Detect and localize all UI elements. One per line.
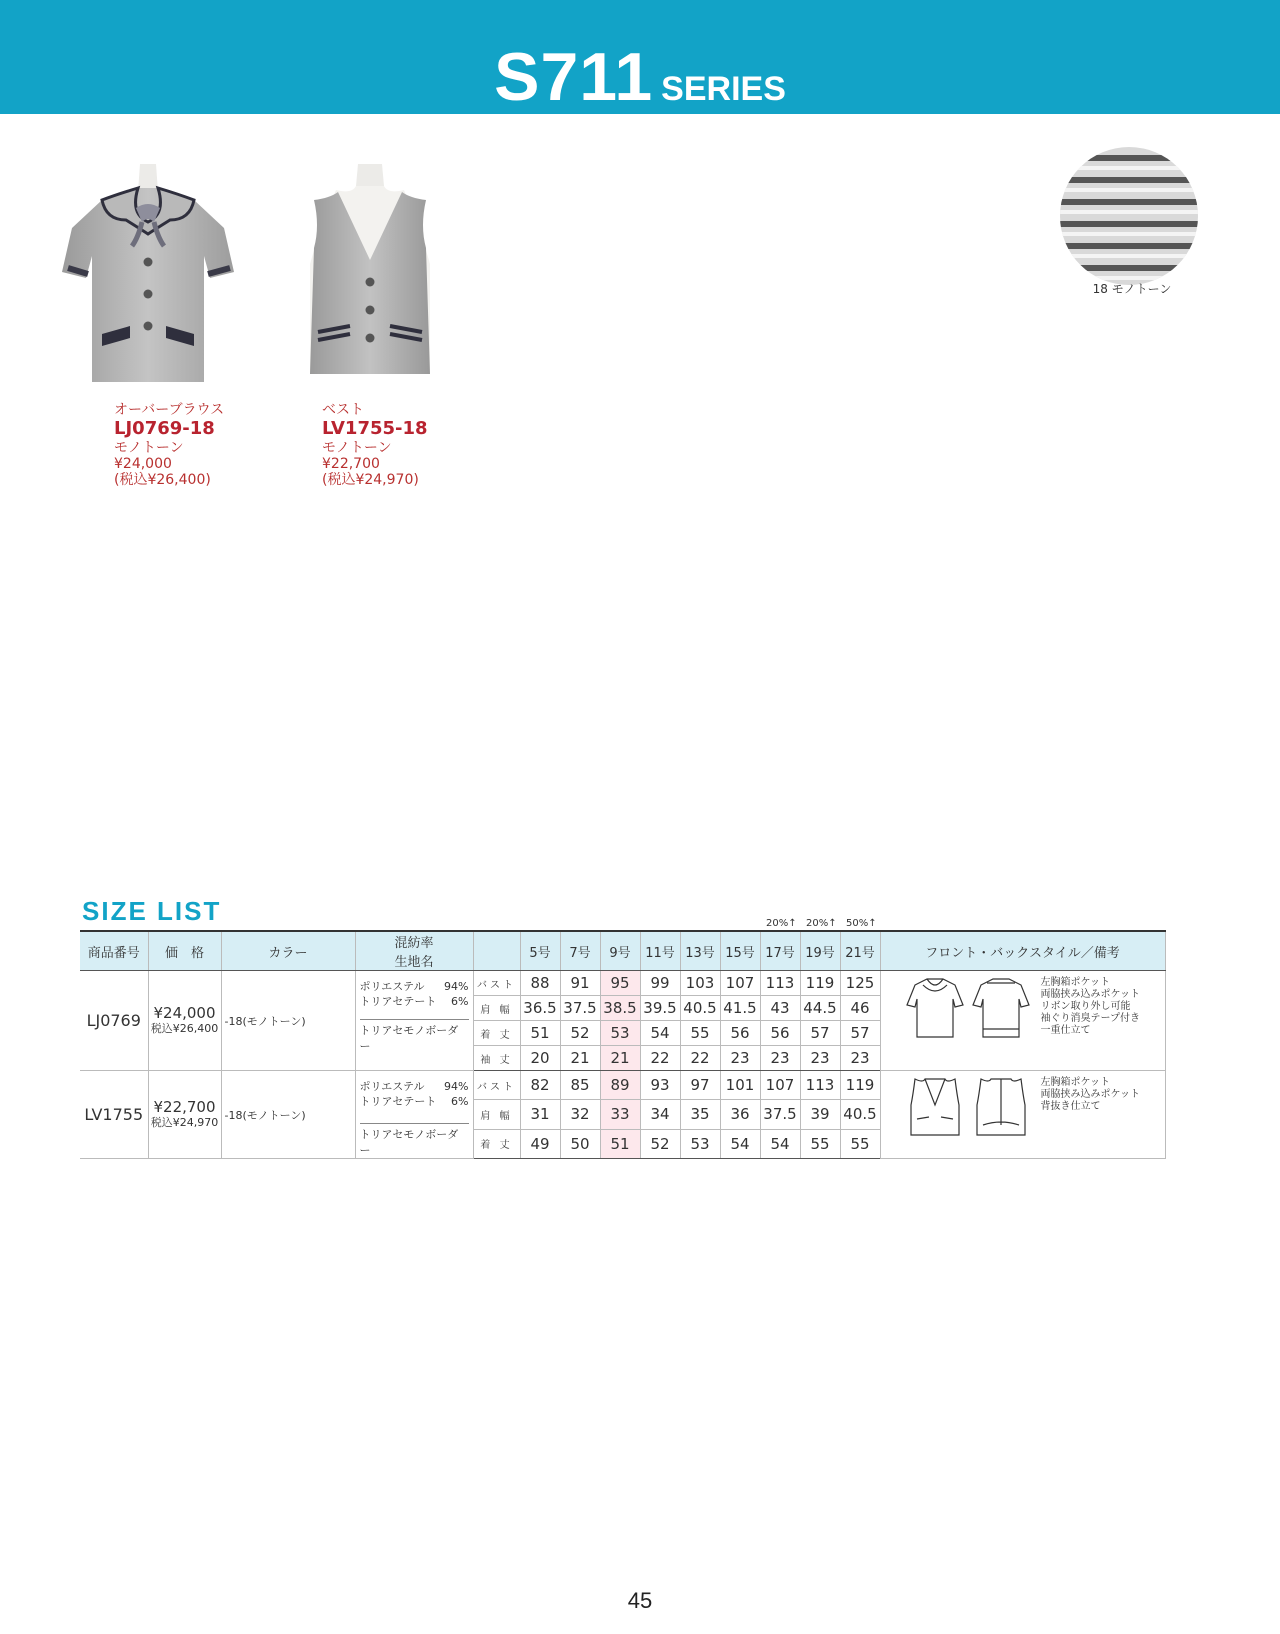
- fabric-name: トリアセモノボーダー: [359, 1024, 459, 1053]
- product-kind: オーバーブラウス: [114, 402, 225, 418]
- header-fabric: 生地名: [394, 955, 434, 970]
- style-note: 左胸箱ポケット: [1040, 1077, 1110, 1088]
- size-value: 39: [800, 1100, 840, 1129]
- item-mix: [355, 1071, 473, 1159]
- swatch-stripe: [1060, 254, 1198, 258]
- series-header: [0, 0, 1280, 114]
- size-value: 113: [800, 1071, 840, 1100]
- size-value: 56: [720, 1021, 760, 1046]
- style-cell: [880, 971, 1165, 1071]
- swatch-stripe: [1060, 199, 1198, 205]
- swatch-stripe: [1060, 188, 1198, 192]
- header-size: 11号: [640, 931, 680, 971]
- size-value: 95: [600, 971, 640, 996]
- mix-line: [360, 1079, 469, 1094]
- size-value: 51: [520, 1021, 560, 1046]
- size-value: 46: [840, 996, 880, 1021]
- size-value: 93: [640, 1071, 680, 1100]
- size-value: 41.5: [720, 996, 760, 1021]
- size-value: 54: [760, 1129, 800, 1158]
- size-value: 22: [640, 1046, 680, 1071]
- table-row: [80, 971, 1165, 996]
- mix-percent: 94%: [444, 1080, 469, 1093]
- style-note: 両脇挟み込みポケット: [1040, 989, 1140, 1000]
- item-price: ¥24,000: [153, 1003, 216, 1022]
- mix-material: ポリエステル: [359, 980, 425, 993]
- size-value: 51: [600, 1129, 640, 1158]
- size-value: 50: [560, 1129, 600, 1158]
- measure-label: バスト: [473, 1071, 520, 1100]
- sketch-line: [983, 1079, 1019, 1125]
- vest-sketch-icon: [903, 1075, 1033, 1139]
- product-code: LJ0769-18: [114, 418, 215, 439]
- vest-icon: [300, 164, 440, 394]
- style-note: 袖ぐり消臭テープ付き: [1040, 1013, 1140, 1024]
- mix-percent: 94%: [444, 980, 469, 993]
- header-mix: [355, 931, 473, 971]
- size-value: 37.5: [560, 996, 600, 1021]
- size-value: 99: [640, 971, 680, 996]
- size-value: 20: [520, 1046, 560, 1071]
- product-caption-lj0769: [114, 402, 224, 488]
- header-code: 商品番号: [80, 931, 148, 971]
- swatch-stripe: [1060, 232, 1198, 236]
- item-price: ¥22,700: [153, 1097, 216, 1116]
- sketch-line: [911, 1079, 959, 1135]
- measure-label: 肩 幅: [473, 996, 520, 1021]
- measure-label: 着 丈: [473, 1129, 520, 1158]
- sketch-line: [973, 979, 1029, 1037]
- size-value: 43: [760, 996, 800, 1021]
- size-value: 91: [560, 971, 600, 996]
- style-note: 背抜き仕立て: [1040, 1101, 1101, 1112]
- blouse-icon: [58, 164, 238, 394]
- size-list-title: SIZE LIST: [82, 896, 222, 926]
- size-value: 34: [640, 1100, 680, 1129]
- page-number: 45: [627, 1588, 653, 1613]
- style-note: 一重仕立て: [1040, 1025, 1091, 1036]
- percent-mark: 20%↑: [766, 918, 797, 929]
- measure-label: 肩 幅: [473, 1100, 520, 1129]
- size-value: 52: [560, 1021, 600, 1046]
- series-code: S711: [494, 39, 654, 115]
- size-value: 55: [680, 1021, 720, 1046]
- size-value: 55: [800, 1129, 840, 1158]
- product-price: ¥22,700: [322, 456, 380, 472]
- percent-mark: 20%↑: [806, 918, 837, 929]
- swatch-stripe: [1060, 221, 1198, 227]
- size-value: 113: [760, 971, 800, 996]
- header-color: カラー: [221, 931, 355, 971]
- size-value: 57: [800, 1021, 840, 1046]
- product-caption-lv1755: [322, 402, 428, 488]
- header-size: 9号: [600, 931, 640, 971]
- style-notes: [1041, 977, 1141, 1037]
- size-value: 52: [640, 1129, 680, 1158]
- size-value: 23: [760, 1046, 800, 1071]
- item-code: LJ0769: [80, 971, 148, 1071]
- item-mix: [355, 971, 473, 1071]
- series-word: SERIES: [661, 70, 786, 108]
- header-mix-rate: 混紡率: [394, 936, 434, 951]
- fabric-swatch-icon: [1060, 147, 1198, 285]
- size-value: 119: [800, 971, 840, 996]
- style-cell: [880, 1071, 1165, 1159]
- size-value: 36: [720, 1100, 760, 1129]
- header-size: 21号: [840, 931, 880, 971]
- size-value: 57: [840, 1021, 880, 1046]
- size-value: 38.5: [600, 996, 640, 1021]
- item-color: -18(モノトーン): [221, 971, 355, 1071]
- size-value: 107: [720, 971, 760, 996]
- mix-material: ポリエステル: [359, 1080, 425, 1093]
- product-code: LV1755-18: [322, 418, 428, 439]
- size-value: 32: [560, 1100, 600, 1129]
- header-size: 19号: [800, 931, 840, 971]
- mix-line: [360, 994, 469, 1009]
- style-note: リボン取り外し可能: [1040, 1001, 1131, 1012]
- header-size: 15号: [720, 931, 760, 971]
- size-value: 56: [760, 1021, 800, 1046]
- item-price-tax: 税込¥26,400: [150, 1021, 219, 1035]
- sketch-line: [917, 1079, 953, 1119]
- size-value: 53: [600, 1021, 640, 1046]
- size-value: 23: [840, 1046, 880, 1071]
- size-value: 103: [680, 971, 720, 996]
- mix-material: トリアセテート: [359, 995, 437, 1008]
- size-value: 82: [520, 1071, 560, 1100]
- mix-divider: [360, 1123, 469, 1124]
- size-value: 54: [640, 1021, 680, 1046]
- header-size: 17号: [760, 931, 800, 971]
- sketch-line: [923, 979, 947, 991]
- mix-percent: 6%: [451, 1095, 469, 1108]
- size-value: 37.5: [760, 1100, 800, 1129]
- size-value: 36.5: [520, 996, 560, 1021]
- swatch-label: 18 モノトーン: [1092, 282, 1172, 296]
- size-table-header: [80, 931, 1165, 971]
- style-note: 左胸箱ポケット: [1040, 977, 1110, 988]
- size-value: 33: [600, 1100, 640, 1129]
- product-price-tax: (税込¥26,400): [114, 472, 211, 488]
- size-value: 54: [720, 1129, 760, 1158]
- size-value: 125: [840, 971, 880, 996]
- item-price-cell: [148, 971, 221, 1071]
- size-value: 23: [720, 1046, 760, 1071]
- swatch-stripe: [1060, 210, 1198, 214]
- product-price: ¥24,000: [114, 456, 172, 472]
- item-color: -18(モノトーン): [221, 1071, 355, 1159]
- measure-label: 着 丈: [473, 1021, 520, 1046]
- size-value: 21: [560, 1046, 600, 1071]
- size-value: 22: [680, 1046, 720, 1071]
- style-notes: [1041, 1077, 1141, 1113]
- product-price-tax: (税込¥24,970): [322, 472, 419, 488]
- header-price: 価 格: [148, 931, 221, 971]
- header-size: 5号: [520, 931, 560, 971]
- style-note: 両脇挟み込みポケット: [1040, 1089, 1140, 1100]
- mix-material: トリアセテート: [359, 1095, 437, 1108]
- size-value: 101: [720, 1071, 760, 1100]
- product-color: モノトーン: [322, 440, 392, 456]
- swatch-stripe: [1060, 177, 1198, 183]
- mix-line: [360, 1094, 469, 1109]
- size-table: [80, 930, 1166, 1159]
- size-value: 89: [600, 1071, 640, 1100]
- header-size: 7号: [560, 931, 600, 971]
- size-value: 40.5: [680, 996, 720, 1021]
- percent-mark: 50%↑: [846, 918, 877, 929]
- table-row: [80, 1071, 1165, 1100]
- fabric-name: トリアセモノボーダー: [359, 1128, 459, 1157]
- header-size: 13号: [680, 931, 720, 971]
- size-value: 119: [840, 1071, 880, 1100]
- product-color: モノトーン: [114, 440, 184, 456]
- size-value: 39.5: [640, 996, 680, 1021]
- mix-divider: [360, 1019, 469, 1020]
- sketch-line: [983, 983, 1019, 1029]
- size-value: 44.5: [800, 996, 840, 1021]
- mix-percent: 6%: [451, 995, 469, 1008]
- size-value: 35: [680, 1100, 720, 1129]
- size-value: 23: [800, 1046, 840, 1071]
- size-value: 31: [520, 1100, 560, 1129]
- swatch-stripe: [1060, 166, 1198, 170]
- blouse-sketch-icon: [903, 975, 1033, 1061]
- size-value: 49: [520, 1129, 560, 1158]
- header-style: フロント・バックスタイル／備考: [880, 931, 1165, 971]
- measure-label: 袖 丈: [473, 1046, 520, 1071]
- size-value: 88: [520, 971, 560, 996]
- product-kind: ベスト: [322, 402, 364, 418]
- size-value: 85: [560, 1071, 600, 1100]
- item-price-cell: [148, 1071, 221, 1159]
- item-price-tax: 税込¥24,970: [150, 1115, 219, 1129]
- swatch-stripe: [1060, 155, 1198, 161]
- size-value: 55: [840, 1129, 880, 1158]
- size-value: 53: [680, 1129, 720, 1158]
- size-value: 40.5: [840, 1100, 880, 1129]
- swatch-stripe: [1060, 243, 1198, 249]
- mix-line: [360, 979, 469, 994]
- swatch-stripe: [1060, 265, 1198, 271]
- size-value: 97: [680, 1071, 720, 1100]
- size-value: 107: [760, 1071, 800, 1100]
- header-measure: [473, 931, 520, 971]
- item-code: LV1755: [80, 1071, 148, 1159]
- size-value: 21: [600, 1046, 640, 1071]
- measure-label: バスト: [473, 971, 520, 996]
- sketch-line: [907, 979, 963, 1037]
